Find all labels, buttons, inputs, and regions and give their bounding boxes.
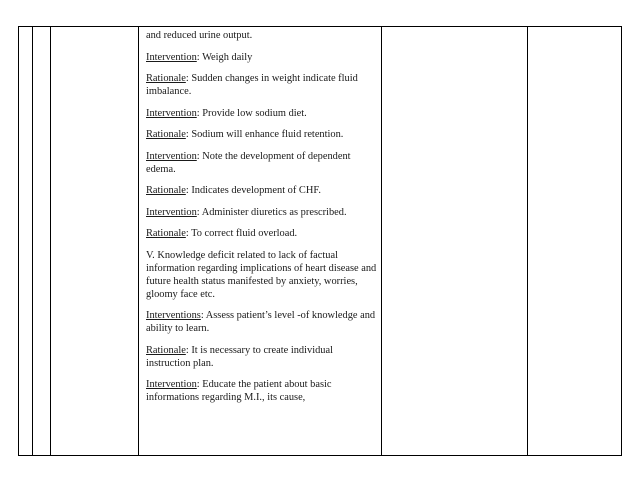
paragraph-nursing-diagnosis [146,249,378,301]
paragraph-text: : To correct fluid overload. [185,228,298,239]
paragraph-label: Rationale [146,185,186,196]
paragraph-label: Intervention [146,51,197,63]
paragraph-rationale [146,72,378,98]
paragraph-text: : Sodium will enhance fluid retention. [185,129,344,140]
paragraph-intervention [146,378,378,404]
paragraph-label: Interventions [146,310,201,321]
paragraph-intervention [146,206,378,219]
column-divider-5 [527,27,528,455]
paragraph-text: : Sudden changes in weight indicate fluid imbalance. [146,73,358,97]
paragraph-continuation [146,29,378,42]
column-divider-4 [381,27,382,455]
paragraph-text: : Provide low sodium diet. [196,107,307,119]
paragraph-intervention [146,150,378,176]
paragraph-label: Rationale [146,344,186,356]
paragraph-rationale [146,128,378,141]
paragraph-label: Rationale [146,73,186,84]
paragraph-label: Intervention [146,150,197,162]
paragraph-text: and reduced urine output. [146,30,253,41]
paragraph-rationale [146,184,378,197]
column-divider-1 [32,27,33,455]
paragraph-label: Intervention [146,206,197,218]
paragraph-label: Rationale [146,129,186,140]
column-divider-3 [138,27,139,455]
paragraph-intervention [146,107,378,120]
paragraph-text: : It is necessary to create individual instruction plan. [146,344,333,369]
paragraph-text: V. Knowledge deficit related to lack of factual information regarding implications of heart disease and future health status manifested by anxiety, worries, gloomy face etc. [146,249,377,300]
paragraph-text: : Administer diuretics as prescribed. [196,206,347,218]
paragraph-text: : Assess patient’s level -of knowledge and ability to learn. [146,310,376,334]
paragraph-label: Intervention [146,379,197,390]
paragraph-text: : Indicates development of CHF. [185,185,321,196]
column-divider-2 [50,27,51,455]
paragraph-intervention [146,51,378,64]
paragraph-rationale [146,344,378,370]
paragraph-text: : Educate the patient about basic informations regarding M.I., its cause, [146,379,332,403]
paragraph-text: : Note the development of dependent edema. [146,150,351,175]
paragraph-rationale [146,227,378,240]
paragraph-label: Rationale [146,228,186,239]
interventions-cell [146,29,378,413]
paragraph-text: : Weigh daily [196,51,253,63]
paragraph-label: Intervention [146,107,197,119]
paragraph-intervention [146,309,378,335]
